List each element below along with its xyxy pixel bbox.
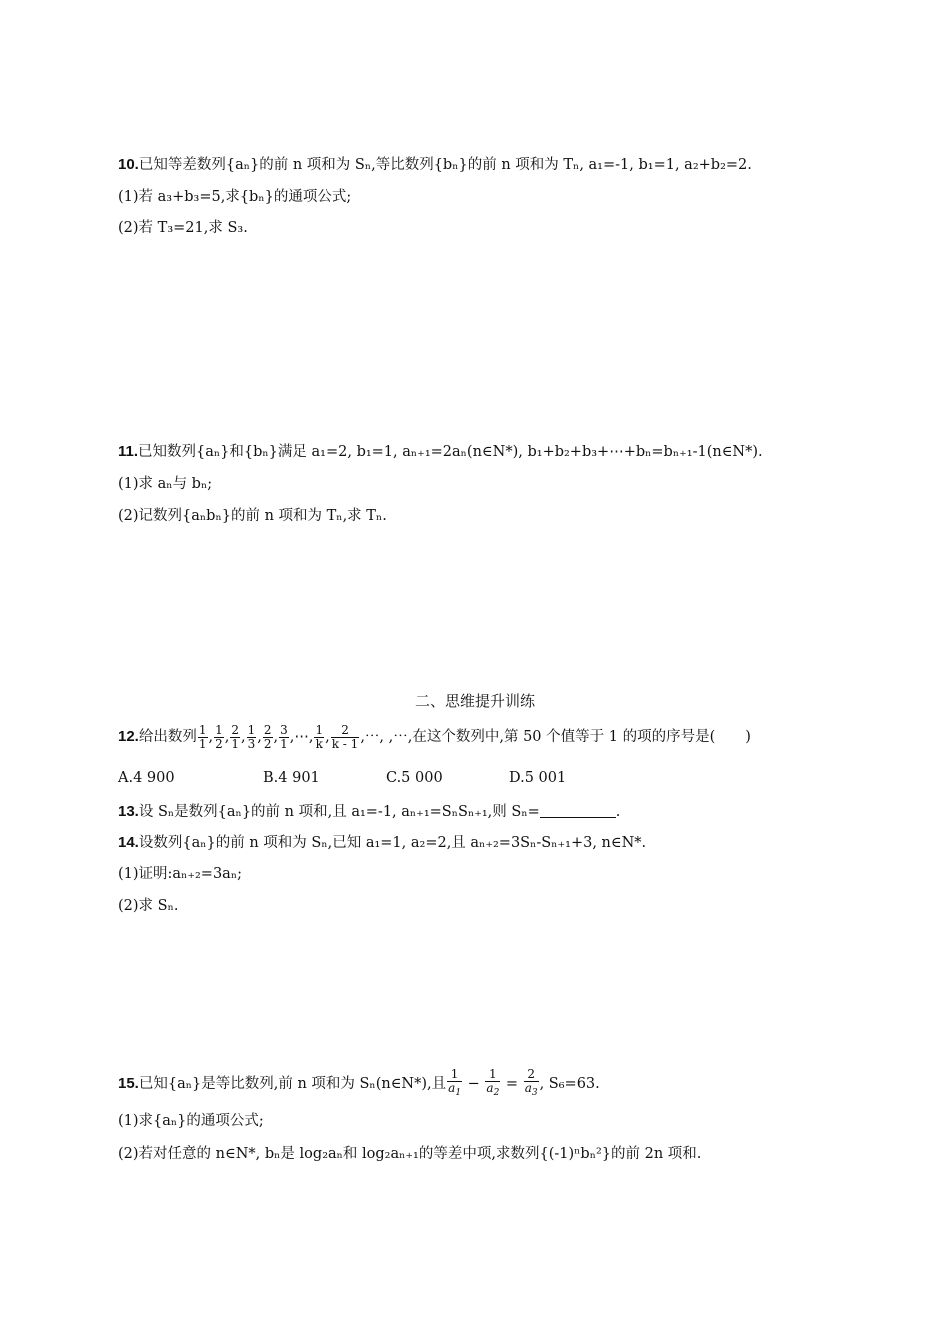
general-term-fraction-1: $\frac{1}{k}$ xyxy=(315,722,324,751)
fraction-1-over-a1: $\frac{1}{a_1}$ xyxy=(448,1067,462,1098)
question-15-stem: 15.已知{aₙ}是等比数列,前 n 项和为 Sₙ(n∈N*),且 $\frac{1}{a_1}$ − $\frac{1}{a_2}$ = $\frac{2}{a_3}$ , S₆=63. xyxy=(118,1067,600,1098)
question-text: 已知数列{aₙ}和{bₙ}满足 a₁=2, b₁=1, aₙ₊₁=2aₙ(n∈N*), b₁+b₂+b₃+⋯+bₙ=bₙ₊₁-1(n∈N*). xyxy=(138,444,763,460)
sequence-fraction: $\frac{2}{2}$ xyxy=(263,722,272,751)
question-15-part-2: (2)若对任意的 n∈N*, bₙ是 log₂aₙ和 log₂aₙ₊₁的等差中项,求数列{(-1)ⁿbₙ²}的前 2n 项和. xyxy=(118,1146,702,1162)
sequence-fraction: $\frac{1}{2}$ xyxy=(215,722,223,751)
answer-paren-close: ) xyxy=(745,729,751,745)
comma: , xyxy=(208,729,214,745)
question-11-part-2: (2)记数列{aₙbₙ}的前 n 项和为 Tₙ,求 Tₙ. xyxy=(118,508,387,524)
question-text: 给出数列 xyxy=(138,729,197,745)
question-13-stem xyxy=(118,802,620,822)
question-text-end: . xyxy=(615,804,621,820)
sequence-fraction: $\frac{1}{3}$ xyxy=(247,722,256,751)
question-text-continued: , S₆=63. xyxy=(539,1076,600,1092)
question-number: 14. xyxy=(118,834,139,851)
comma: , xyxy=(224,729,230,745)
question-10-part-2: (2)若 T₃=21,求 S₃. xyxy=(118,220,248,236)
sequence-fractions xyxy=(197,722,290,751)
question-text: 已知等差数列{aₙ}的前 n 项和为 Sₙ,等比数列{bₙ}的前 n 项和为 Tₙ, a₁=-1, b₁=1, a₂+b₂=2. xyxy=(138,157,752,173)
fraction-2-over-a3: $\frac{2}{a_3}$ xyxy=(524,1067,538,1098)
question-text: 设 Sₙ是数列{aₙ}的前 n 项和,且 a₁=-1, aₙ₊₁=SₙSₙ₊₁,则 Sₙ= xyxy=(138,804,540,820)
sequence-fraction: $\frac{2}{1}$ xyxy=(231,722,239,751)
sequence-fraction: $\frac{1}{1}$ xyxy=(198,722,207,751)
question-number: 13. xyxy=(118,803,139,820)
section-title: 二、思维提升训练 xyxy=(414,692,535,710)
question-10-part-1: (1)若 a₃+b₃=5,求{bₙ}的通项公式; xyxy=(118,189,352,205)
option-d: D.5 001 xyxy=(509,770,567,786)
question-text: 已知{aₙ}是等比数列,前 n 项和为 Sₙ(n∈N*),且 xyxy=(138,1076,447,1092)
question-12-stem: 12.给出数列 $\frac{1}{1}$ , $\frac{1}{2}$ , $\frac{2}{1}$ , $\frac{1}{3}$ , $\frac{2}{2}$ , $\frac{3}{1}$ ,⋯, $\frac{1}{k}$ , $\frac{2}{k - 1}$ ,⋯, ,⋯,在这个数列中,第 50 个值等于 1 的项的序号是( ) xyxy=(118,722,751,751)
comma: , xyxy=(241,729,246,745)
question-number: 15. xyxy=(118,1075,139,1092)
question-number: 12. xyxy=(118,728,139,745)
option-b: B.4 901 xyxy=(263,770,320,786)
question-15-part-1: (1)求{aₙ}的通项公式; xyxy=(118,1113,264,1129)
question-text-continued: ,⋯, ,⋯,在这个数列中,第 50 个值等于 1 的项的序号是( xyxy=(360,729,716,745)
comma: , xyxy=(273,729,279,745)
fraction-1-over-a2: $\frac{1}{a_2}$ xyxy=(486,1067,500,1098)
question-text: 设数列{aₙ}的前 n 项和为 Sₙ,已知 a₁=1, a₂=2,且 aₙ₊₂=3Sₙ-Sₙ₊₁+3, n∈N*. xyxy=(138,835,647,851)
sequence-fraction: $\frac{3}{1}$ xyxy=(280,722,288,751)
question-14-stem xyxy=(118,833,646,853)
question-number: 10. xyxy=(118,156,139,173)
question-11-part-1: (1)求 aₙ与 bₙ; xyxy=(118,476,213,492)
question-14-part-2: (2)求 Sₙ. xyxy=(118,898,179,914)
option-c: C.5 000 xyxy=(386,770,443,786)
general-term-fraction-2: $\frac{2}{k - 1}$ xyxy=(331,722,359,751)
answer-blank xyxy=(540,803,616,818)
question-10-stem xyxy=(118,155,752,175)
question-number: 11. xyxy=(118,443,139,460)
comma: , xyxy=(257,729,262,745)
question-14-part-1: (1)证明:aₙ₊₂=3aₙ; xyxy=(118,866,242,882)
question-11-stem xyxy=(118,442,763,462)
option-a: A.4 900 xyxy=(118,770,175,786)
